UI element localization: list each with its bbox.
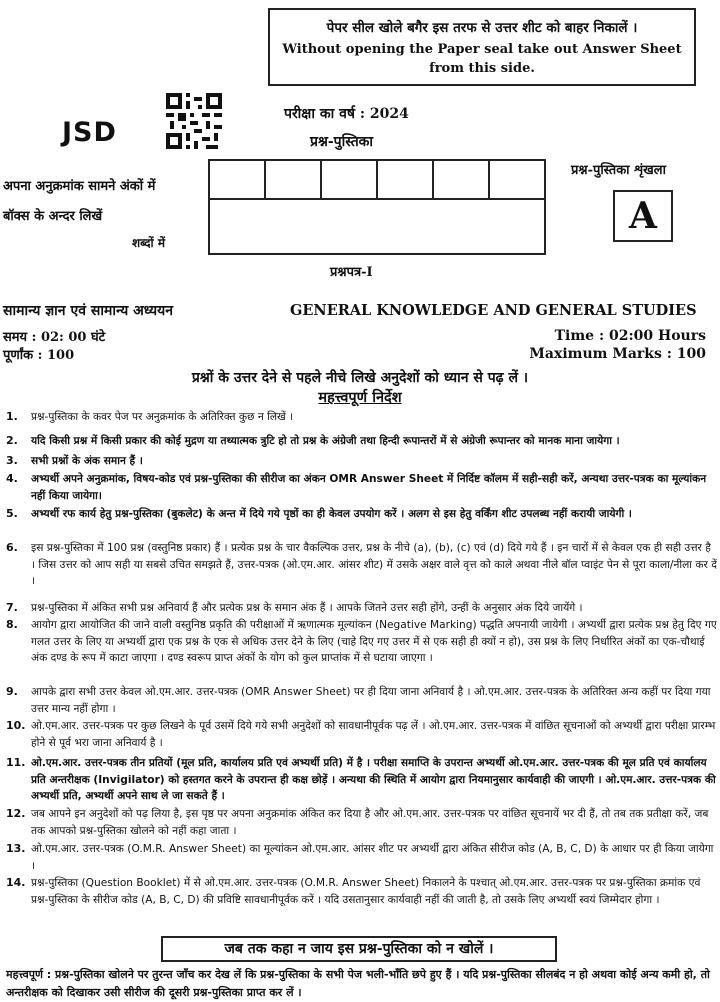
seal-notice-english-line1: Without opening the Paper seal take out Answer Sheet — [282, 42, 682, 57]
instruction-item-1 — [6, 409, 718, 426]
do-not-open-notice: जब तक कहा न जाय इस प्रश्न-पुस्तिका को न खोलें । — [161, 936, 557, 962]
roll-number-grid[interactable] — [208, 159, 546, 255]
instruction-number: 1. — [6, 410, 18, 423]
instruction-text: ओ.एम.आर. उत्तर-पत्रक (O.M.R. Answer Sheet) का मूल्यांकन ओ.एम.आर. आंसर शीट पर अभ्यर्थी द्वारा अंकित सीरीज कोड (A, B, C, D) के आधार पर ही किया जायेगा । — [31, 843, 714, 872]
instruction-number: 2. — [6, 434, 18, 447]
instruction-item-6 — [6, 540, 718, 590]
roll-digit-box[interactable] — [210, 161, 266, 198]
roll-digit-box[interactable] — [322, 161, 378, 198]
instruction-number: 5. — [6, 507, 18, 520]
instruction-item-10 — [6, 718, 718, 751]
instruction-number: 3. — [6, 454, 18, 467]
instruction-text: जब आपने इन अनुदेशों को पढ़ लिया है, इस पृष्ठ पर अपना अनुक्रमांक अंकित कर दिया है और ओ.एम.आर. उत्तर-पत्रक पर वांछित सूचनायें भर दी हैं, तो तब तक प्रतीक्षा करें, जब तक आपको प्रश्न-पुस्तिका खोलने को नहीं कहा जाता । — [31, 808, 709, 837]
instruction-text: आपके द्वारा सभी उत्तर केवल ओ.एम.आर. उत्तर-पत्रक (OMR Answer Sheet) पर ही दिया जाना अनिवार्य है । ओ.एम.आर. उत्तर-पत्रक के अतिरिक्त अन्य कहीं पर दिया गया उत्तर मान्य नहीं होगा । — [31, 686, 711, 715]
roll-number-digits-row[interactable] — [210, 161, 544, 200]
exam-year: परीक्षा का वर्ष : 2024 — [284, 106, 409, 122]
instruction-text: प्रश्न-पुस्तिका (Question Booklet) में से ओ.एम.आर. उत्तर-पत्रक (O.M.R. Answer Sheet) निकालने के पश्चात् ओ.एम.आर. उत्तर-पत्रक पर प्रश्न-पुस्तिका क्रमांक एवं प्रश्न-पुस्तिका के सीरीज कोड (A, B, C, D) की प्रविष्टि सावधानीपूर्वक करें । यदि उसतानुसार कार्यवाही नहीं की जाती है, तो उसके लिए अभ्यर्थी स्वयं जिम्मेदार होगा । — [31, 877, 701, 906]
instruction-number: 9. — [6, 685, 18, 698]
booklet-title: प्रश्न-पुस्तिका — [310, 134, 374, 150]
instruction-item-9 — [6, 684, 718, 717]
instruction-number: 11. — [6, 756, 26, 769]
marks-english: Maximum Marks : 100 — [529, 346, 706, 362]
instruction-text: अभ्यर्थी अपने अनुक्रमांक, विषय-कोड एवं प्रश्न-पुस्तिका की सीरीज का अंकन OMR Answer Sheet में निर्दिष्ट कॉलम में सही-सही करें, अन्यथा उत्तर-पत्रक का मूल्यांकन नहीं किया जायेगा। — [31, 473, 707, 502]
roll-number-words-label: शब्दों में — [132, 236, 165, 250]
instruction-item-3 — [6, 453, 718, 470]
instruction-item-8 — [6, 617, 718, 667]
instruction-item-5 — [6, 506, 718, 523]
instruction-text: सभी प्रश्नों के अंक समान हैं । — [31, 455, 143, 467]
instruction-text: यदि किसी प्रश्न में किसी प्रकार की कोई मुद्रण या तथ्यात्मक त्रुटि हो तो प्रश्न के अंग्रेजी तथा हिन्दी रूपान्तरों में से अंग्रेजी रूपान्तर को मानक माना जायेगा । — [31, 435, 620, 447]
instruction-number: 6. — [6, 541, 18, 554]
instruction-text: अभ्यर्थी रफ कार्य हेतु प्रश्न-पुस्तिका (बुकलेट) के अन्त में दिये गये पृष्ठों का ही केवल उपयोग करें । अलग से इस हेतु वर्किंग शीट उपलब्ध नहीं करायी जायेगी । — [31, 508, 632, 520]
instruction-number: 10. — [6, 719, 26, 732]
instruction-text: प्रश्न-पुस्तिका के कवर पेज पर अनुक्रमांक के अतिरिक्त कुछ न लिखें । — [31, 411, 294, 423]
instruction-item-13 — [6, 841, 718, 874]
instruction-item-11 — [6, 755, 718, 805]
roll-digit-box[interactable] — [490, 161, 544, 198]
instruction-text: ओ.एम.आर. उत्तर-पत्रक पर कुछ लिखने के पूर्व उसमें दिये गये सभी अनुदेशों को सावधानीपूर्वक पढ़ लें । ओ.एम.आर. उत्तर-पत्रक में वांछित सूचनाओं को अभ्यर्थी द्वारा परीक्षा प्रारम्भ होने से पूर्व भरा जाना अनिवार्य है । — [31, 720, 716, 749]
instruction-number: 12. — [6, 807, 26, 820]
roll-digit-box[interactable] — [378, 161, 434, 198]
read-instructions-note: प्रश्नों के उत्तर देने से पहले नीचे लिखे अनुदेशों को ध्यान से पढ़ लें । — [191, 370, 529, 386]
instruction-item-14 — [6, 875, 718, 908]
instruction-item-4 — [6, 471, 718, 504]
paper-number: प्रश्नपत्र-I — [330, 265, 373, 280]
subject-title-english: GENERAL KNOWLEDGE AND GENERAL STUDIES — [290, 302, 697, 319]
instruction-text: इस प्रश्न-पुस्तिका में 100 प्रश्न (वस्तुनिष्ठ प्रकार) हैं । प्रत्येक प्रश्न के चार वैकल्पिक उत्तर, प्रश्न के नीचे (a), (b), (c) एवं (d) दिये गये हैं । इन चारों में से केवल एक ही सही उत्तर है । जिस उत्तर को आप सही या सबसे उचित समझते हैं, उत्तर-पत्रक (ओ.एम.आर. आंसर शीट) में उसके अक्षर वाले वृत्त को काले अथवा नीले बॉल प्वाइंट पेन से पूरा काला/नीला कर दें । — [31, 542, 717, 587]
instruction-item-2 — [6, 433, 718, 450]
series-label: प्रश्न-पुस्तिका शृंखला — [571, 163, 666, 178]
qr-code-icon — [166, 93, 222, 149]
instruction-text: आयोग द्वारा आयोजित की जाने वाली वस्तुनिष्ठ प्रकृति की परीक्षाओं में ऋणात्मक मूल्यांकन (Negative Marking) पद्धति अपनायी जायेगी । अभ्यर्थी द्वारा प्रत्येक प्रश्न हेतु दिए गए गलत उत्तर के लिए या अभ्यर्थी द्वारा एक प्रश्न के एक से अधिक उत्तर देने के लिए (चाहे दिए गए उत्तर में से एक सही ही क्यों न हो), उस प्रश्न के लिए निर्धारित अंकों का एक-चौथाई अंक दण्ड के रूप में काटा जाएगा । दण्ड स्वरूप प्राप्त अंकों के योग को कुल प्राप्तांक में से घटाया जाएगा । — [31, 619, 717, 664]
series-value-box: A — [613, 190, 673, 242]
time-english: Time : 02:00 Hours — [554, 328, 706, 344]
instruction-text: प्रश्न-पुस्तिका में अंकित सभी प्रश्न अनिवार्य हैं और प्रत्येक प्रश्न के समान अंक हैं । आपके जितने उत्तर सही होंगे, उन्हीं के अनुसार अंक दिये जायेंगे । — [31, 602, 583, 614]
roll-digit-box[interactable] — [266, 161, 322, 198]
instruction-number: 13. — [6, 842, 26, 855]
roll-digit-box[interactable] — [434, 161, 490, 198]
subject-title-hindi: सामान्य ज्ञान एवं सामान्य अध्ययन — [3, 303, 174, 319]
roll-number-label-line2: बॉक्स के अन्दर लिखें — [3, 209, 103, 224]
instruction-item-12 — [6, 806, 718, 839]
roll-number-words-box[interactable] — [210, 200, 544, 253]
instruction-text: ओ.एम.आर. उत्तर-पत्रक तीन प्रतियों (मूल प्रति, कार्यालय प्रति एवं अभ्यर्थी प्रति) में है । परीक्षा समाप्ति के उपरान्त अभ्यर्थी ओ.एम.आर. उत्तर-पत्रक की मूल प्रति एवं कार्यालय प्रति अन्तरीक्षक (Invigilator) को हस्तगत करने के उपरान्त ही कक्ष छोड़ें । अन्यथा की स्थिति में आयोग द्वारा नियमानुसार कार्यवाही की जाएगी । ओ.एम.आर. उत्तर-पत्रक की अभ्यर्थी प्रति, अभ्यर्थी अपने साथ ले जा सकते हैं । — [31, 757, 716, 802]
important-note: महत्त्वपूर्ण : प्रश्न-पुस्तिका खोलने पर तुरन्त जाँच कर देख लें कि प्रश्न-पुस्तिका के सभी पेज भली-भाँति छपे हुए हैं । यदि प्रश्न-पुस्तिका सीलबंद न हो अथवा कोई अन्य कमी हो, तो अन्तरीक्षक को दिखाकर उसी सीरीज की दूसरी प्रश्न-पुस्तिका प्राप्त कर लें । — [6, 968, 710, 999]
roll-number-label-line1: अपना अनुक्रमांक सामने अंकों में — [3, 179, 156, 194]
instruction-number: 7. — [6, 601, 18, 614]
marks-hindi: पूर्णांक : 100 — [3, 348, 75, 363]
seal-notice-hindi: पेपर सील खोले बगैर इस तरफ से उत्तर शीट को बाहर निकालें । — [326, 20, 638, 36]
time-hindi: समय : 02: 00 घंटे — [3, 330, 106, 345]
seal-notice-box — [268, 8, 696, 86]
instruction-number: 8. — [6, 618, 18, 631]
instruction-item-7 — [6, 600, 718, 617]
seal-notice-english-line2: from this side. — [429, 61, 535, 76]
instruction-number: 14. — [6, 876, 26, 889]
booklet-code: JSD — [62, 117, 117, 148]
instructions-heading: महत्त्वपूर्ण निर्देश — [318, 389, 402, 406]
instruction-number: 4. — [6, 472, 18, 485]
